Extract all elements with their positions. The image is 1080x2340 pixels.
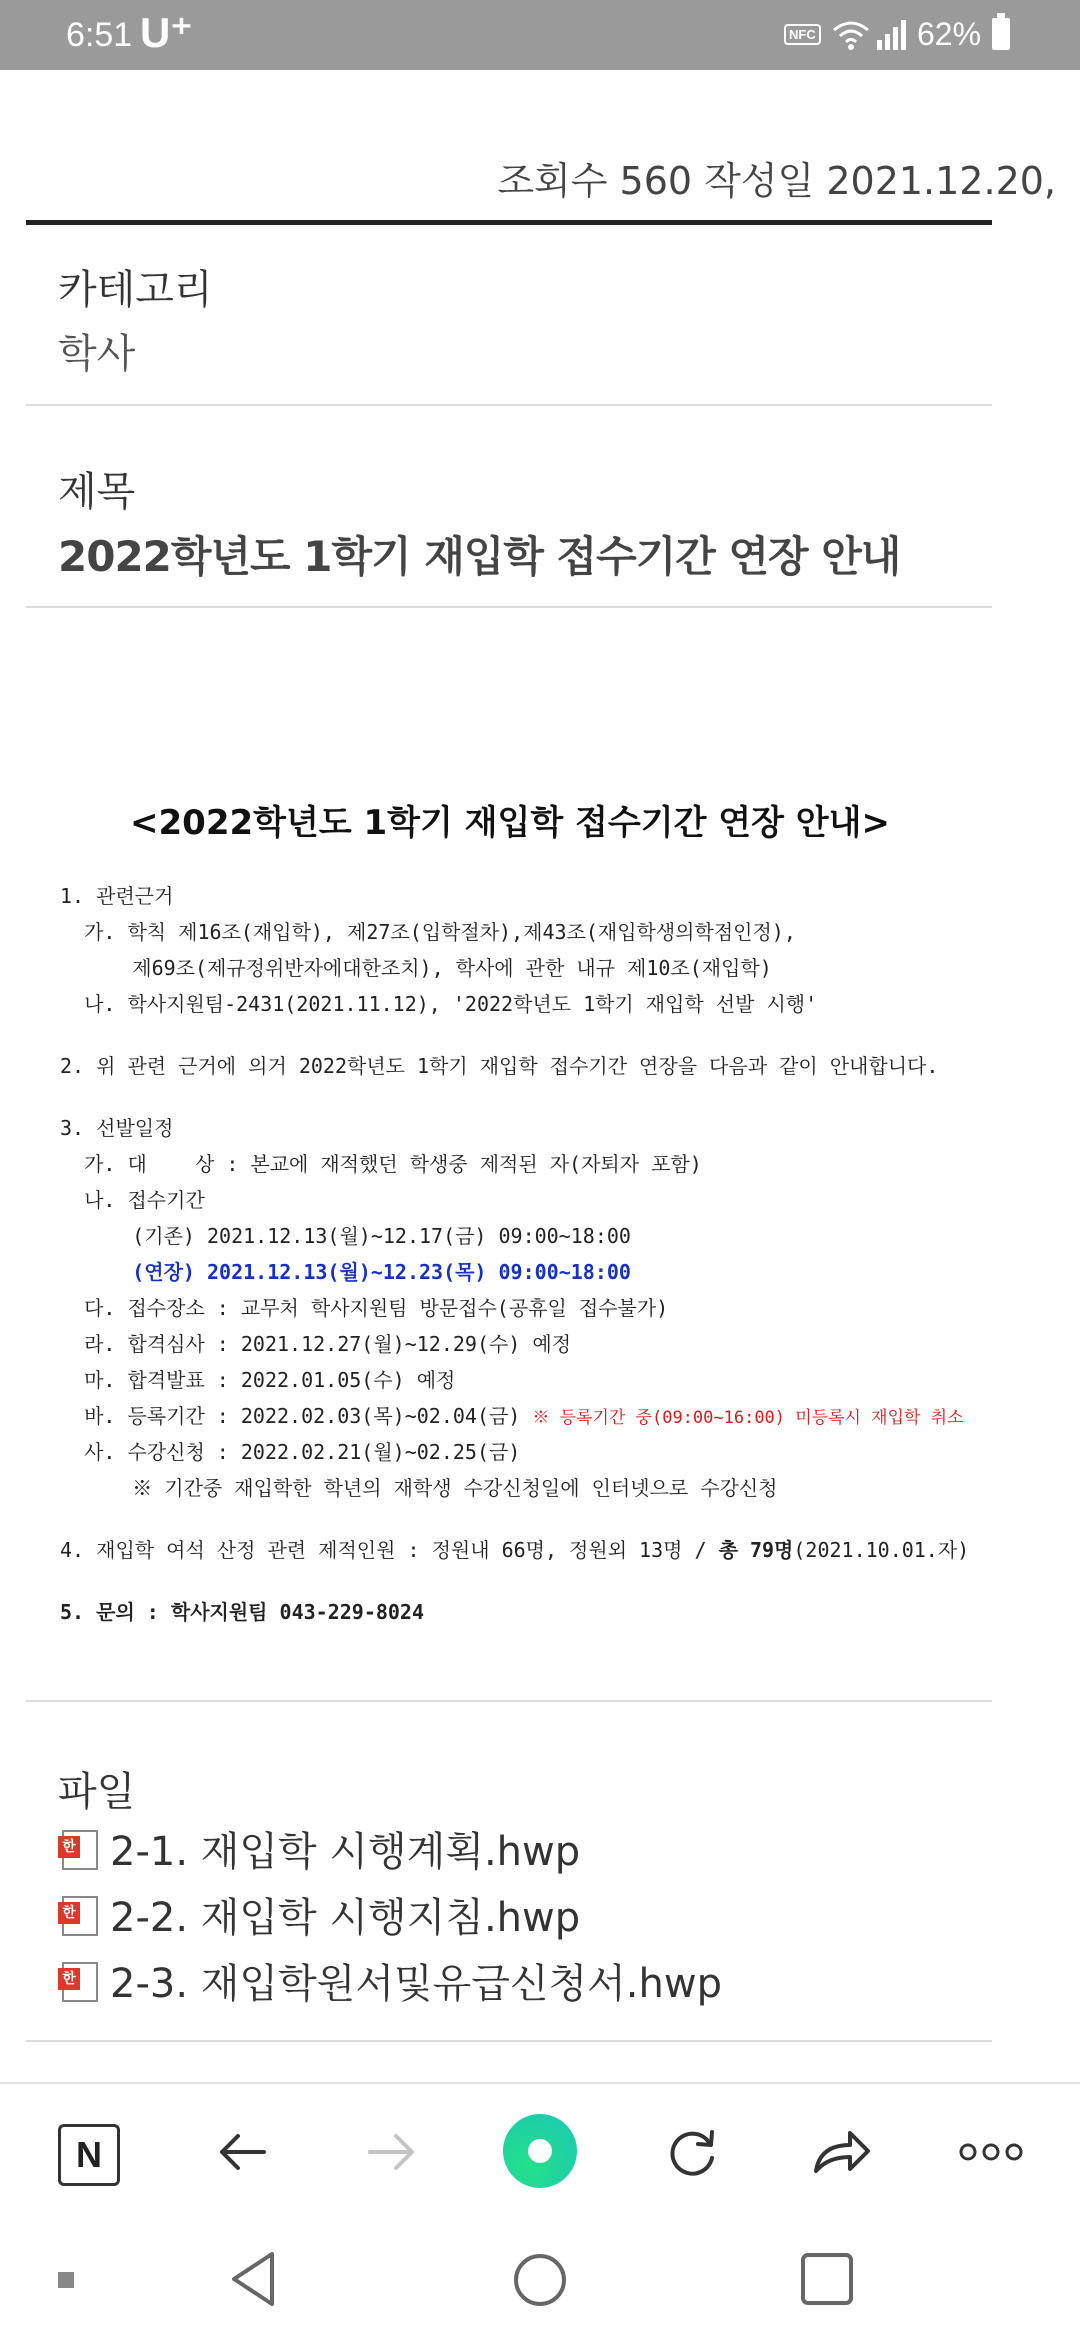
hwp-file-icon: 한	[58, 1960, 96, 2000]
battery-icon	[992, 18, 1010, 50]
file-name[interactable]: 2-2. 재입학 시행지침.hwp	[110, 1894, 581, 1941]
notice-text: (2021.10.01.자)	[793, 1538, 970, 1562]
divider	[26, 1700, 992, 1702]
notice-line: 1. 관련근거	[60, 884, 174, 908]
browser-toolbar	[0, 2082, 1080, 2220]
status-time: 6:51	[66, 16, 133, 54]
nav-recents-icon[interactable]	[800, 2252, 854, 2306]
file-name[interactable]: 2-3. 재입학원서및유급신청서.hwp	[110, 1960, 722, 2007]
title-label: 제목	[58, 469, 136, 515]
wifi-icon	[832, 18, 870, 50]
divider	[26, 606, 992, 608]
files-label: 파일	[58, 1769, 136, 1815]
nav-home-icon[interactable]	[512, 2252, 568, 2308]
notice-line	[60, 1398, 1020, 1434]
notice-line: 마. 합격발표 : 2022.01.05(수) 예정	[60, 1368, 456, 1392]
forward-arrow-icon[interactable]	[362, 2120, 422, 2184]
notice-line: 가. 대 상 : 본교에 재적했던 학생중 제적된 자(자퇴자 포함)	[60, 1152, 702, 1176]
notice-line: 나. 접수기간	[60, 1188, 205, 1212]
notice-line: (기존) 2021.12.13(월)~12.17(금) 09:00~18:00	[60, 1224, 631, 1248]
nav-back-icon[interactable]	[228, 2250, 278, 2308]
battery-percent: 62%	[917, 16, 982, 52]
notice-line: 2. 위 관련 근거에 의거 2022학년도 1학기 재입학 접수기간 연장을 다음과 같이 안내합니다.	[60, 1054, 939, 1078]
category-label: 카테고리	[58, 267, 213, 313]
file-link[interactable]	[58, 1886, 580, 1942]
hwp-file-icon: 한	[58, 1828, 96, 1868]
refresh-icon[interactable]	[660, 2120, 724, 2184]
file-link[interactable]	[58, 1952, 722, 2008]
signal-icon	[875, 18, 911, 50]
green-dot-menu-icon[interactable]	[503, 2114, 577, 2188]
back-arrow-icon[interactable]	[212, 2120, 272, 2184]
notice-line: 라. 합격심사 : 2021.12.27(월)~12.29(수) 예정	[60, 1332, 572, 1356]
system-nav-bar	[0, 2218, 1080, 2340]
divider	[26, 404, 992, 406]
notice-body	[60, 878, 1020, 1630]
notice-text: 바. 등록기간 : 2022.02.03(목)~02.04(금)	[60, 1404, 533, 1428]
carrier-logo: U⁺	[140, 9, 193, 56]
warning-text: ※ 등록기간 중(09:00~16:00) 미등록시 재입학 취소	[532, 1408, 964, 1428]
notice-text: 4. 재입학 여석 산정 관련 제적인원 : 정원내 66명, 정원외 13명 /	[60, 1538, 719, 1562]
status-bar	[0, 0, 1080, 70]
hwp-file-icon: 한	[58, 1894, 96, 1934]
file-name[interactable]: 2-1. 재입학 시행계획.hwp	[110, 1828, 581, 1875]
notice-line: 3. 선발일정	[60, 1116, 174, 1140]
file-link[interactable]	[58, 1820, 580, 1876]
post-title: 2022학년도 1학기 재입학 접수기간 연장 안내	[58, 532, 901, 581]
notice-line: ※ 기간중 재입학한 학년의 재학생 수강신청일에 인터넷으로 수강신청	[60, 1476, 778, 1500]
notice-line: 사. 수강신청 : 2022.02.21(월)~02.25(금)	[60, 1440, 521, 1464]
notice-line: 제69조(제규정위반자에대한조치), 학사에 관한 내규 제10조(재입학)	[60, 956, 772, 980]
share-icon[interactable]	[810, 2120, 874, 2184]
total-count: 총 79명	[718, 1538, 794, 1562]
contact-line: 5. 문의 : 학사지원팀 043-229-8024	[60, 1600, 425, 1624]
more-icon[interactable]	[956, 2120, 1026, 2184]
notice-line: 나. 학사지원팀-2431(2021.11.12), '2022학년도 1학기 재입학 선발 시행'	[60, 992, 818, 1016]
divider	[26, 2040, 992, 2042]
post-meta: 조회수 560 작성일 2021.12.20,	[497, 159, 1056, 203]
header-divider	[26, 220, 992, 225]
notice-heading: <2022학년도 1학기 재입학 접수기간 연장 안내>	[130, 803, 890, 843]
category-value: 학사	[58, 331, 136, 377]
notice-line: 다. 접수장소 : 교무처 학사지원팀 방문접수(공휴일 접수불가)	[60, 1296, 669, 1320]
notice-line-extended: (연장) 2021.12.13(월)~12.23(목) 09:00~18:00	[60, 1260, 631, 1284]
nav-indicator	[58, 2272, 74, 2288]
notice-line	[60, 1532, 1020, 1568]
naver-home-icon[interactable]: N	[58, 2124, 120, 2186]
notice-line: 가. 학칙 제16조(재입학), 제27조(입학절차),제43조(재입학생의학점인정),	[60, 920, 796, 944]
nfc-icon: NFC	[784, 24, 821, 45]
